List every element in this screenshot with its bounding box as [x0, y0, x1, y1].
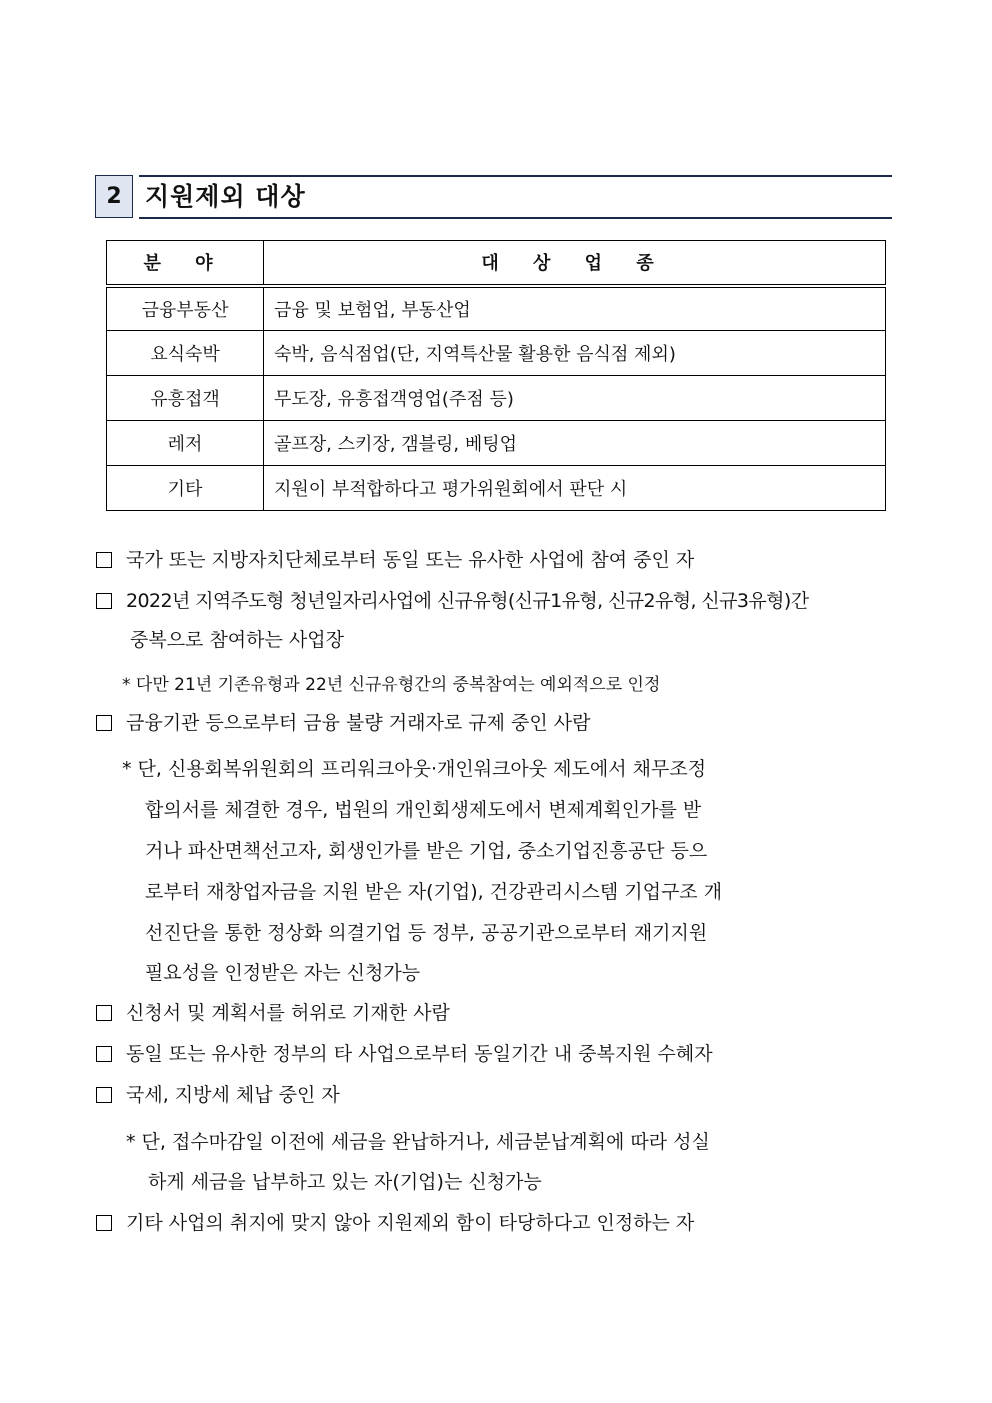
- table-row: [107, 466, 886, 511]
- row-industries: 골프장, 스키장, 갬블링, 베팅업: [264, 421, 886, 466]
- square-bullet-icon: [96, 1005, 112, 1021]
- item-text: 국세, 지방세 체납 중인 자: [126, 1084, 340, 1106]
- note-text: 하게 세금을 납부하고 있는 자(기업)는 신청가능: [148, 1171, 542, 1193]
- row-category: 레저: [107, 421, 264, 466]
- row-industries: 무도장, 유흥접객영업(주점 등): [264, 376, 886, 421]
- note-text: 거나 파산면책선고자, 회생인가를 받은 기업, 중소기업진흥공단 등으: [145, 840, 708, 862]
- list-item: [96, 1082, 340, 1108]
- row-category: 기타: [107, 466, 264, 511]
- section-title: 지원제외 대상: [145, 182, 306, 211]
- square-bullet-icon: [96, 552, 112, 568]
- list-item: [96, 588, 809, 614]
- note-text: * 다만 21년 기존유형과 22년 신규유형간의 중복참여는 예외적으로 인정: [122, 675, 661, 695]
- table-row: [107, 421, 886, 466]
- list-item: [96, 1000, 450, 1026]
- row-industries: 금융 및 보험업, 부동산업: [264, 286, 886, 331]
- row-industries: 숙박, 음식점업(단, 지역특산물 활용한 음식점 제외): [264, 331, 886, 376]
- square-bullet-icon: [96, 593, 112, 609]
- note-text: 필요성을 인정받은 자는 신청가능: [145, 962, 421, 984]
- table-row: [107, 286, 886, 331]
- note-text: * 단, 신용회복위원회의 프리워크아웃·개인워크아웃 제도에서 채무조정: [122, 758, 707, 780]
- header-category: 분 야: [107, 241, 264, 286]
- item-text: 신청서 및 계획서를 허위로 기재한 사람: [126, 1002, 450, 1024]
- item-text: 동일 또는 유사한 정부의 타 사업으로부터 동일기간 내 중복지원 수혜자: [126, 1043, 713, 1065]
- item-text: 2022년 지역주도형 청년일자리사업에 신규유형(신규1유형, 신규2유형, 신규3유형)간: [126, 590, 809, 612]
- square-bullet-icon: [96, 1046, 112, 1062]
- item-text: 기타 사업의 취지에 맞지 않아 지원제외 함이 타당하다고 인정하는 자: [126, 1212, 695, 1234]
- note-text: * 단, 접수마감일 이전에 세금을 완납하거나, 세금분납계획에 따라 성실: [126, 1131, 710, 1153]
- header-industries: 대 상 업 종: [264, 241, 886, 286]
- row-industries: 지원이 부적합하다고 평가위원회에서 판단 시: [264, 466, 886, 511]
- excluded-industries-table: [106, 240, 886, 511]
- table-row: [107, 376, 886, 421]
- list-item: [96, 1210, 694, 1236]
- row-category: 유흥접객: [107, 376, 264, 421]
- note-text: 로부터 재창업자금을 지원 받은 자(기업), 건강관리시스템 기업구조 개: [145, 881, 723, 903]
- list-item: [96, 710, 590, 736]
- row-category: 요식숙박: [107, 331, 264, 376]
- note-text: 선진단을 통한 정상화 의결기업 등 정부, 공공기관으로부터 재기지원: [145, 922, 708, 944]
- list-item-continuation: 중복으로 참여하는 사업장: [130, 629, 344, 651]
- table-row: [107, 331, 886, 376]
- item-text: 국가 또는 지방자치단체로부터 동일 또는 유사한 사업에 참여 중인 자: [126, 549, 695, 571]
- table-header-row: [107, 241, 886, 286]
- row-category: 금융부동산: [107, 286, 264, 331]
- list-item: [96, 547, 694, 573]
- section-heading: [95, 175, 892, 220]
- list-item: [96, 1041, 713, 1067]
- square-bullet-icon: [96, 715, 112, 731]
- section-number: 2: [95, 175, 133, 218]
- note-text: 합의서를 체결한 경우, 법원의 개인회생제도에서 변제계획인가를 받: [145, 799, 702, 821]
- square-bullet-icon: [96, 1087, 112, 1103]
- heading-rule-bottom: [139, 217, 892, 219]
- square-bullet-icon: [96, 1215, 112, 1231]
- item-text: 금융기관 등으로부터 금융 불량 거래자로 규제 중인 사람: [126, 712, 591, 734]
